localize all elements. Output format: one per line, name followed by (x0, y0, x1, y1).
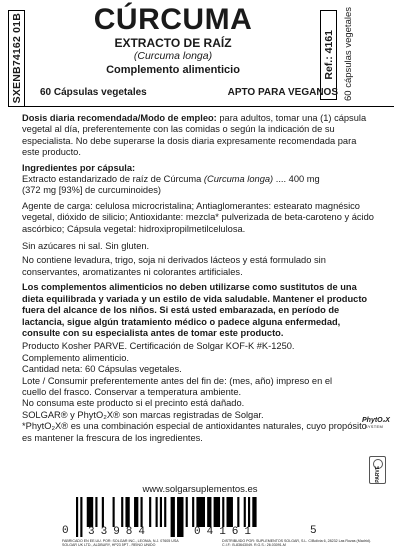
barcode-right-digits: 04161 (194, 526, 258, 538)
lot-text: Lote / Consumir preferentemente antes del fin de: (mes, año) impreso en el cuello del frasco. Conservar a temperatura ambiente. (22, 375, 333, 397)
extract-amount: .... 400 mg (273, 174, 320, 185)
net-content: Cantidad neta: 60 Cápsulas vegetales. (22, 364, 182, 375)
complement-note: Complemento alimenticio. (22, 352, 129, 363)
header-divider (14, 106, 394, 107)
barcode-bar (171, 497, 175, 537)
barcode-bar (196, 497, 205, 527)
vegan-label: APTO PARA VEGANOS (227, 87, 338, 98)
extract-detail: (372 mg [93%] de curcuminoides) (22, 185, 162, 196)
barcode-bar (95, 497, 97, 527)
product-category: Complemento alimenticio (106, 64, 240, 76)
barcode-first-digit: 0 (62, 525, 69, 537)
dosage-paragraph (22, 113, 374, 159)
barcode-bar (160, 497, 162, 527)
barcode-bar (102, 497, 104, 527)
barcode-bar (192, 497, 194, 527)
distributor-info: DISTRIBUIDO POR: SUPLEMENTOS SOLGAR, S.L. C/Bolivia 6, 28232 Las Rozas (Madrid). C.I.F.: B-83643049. R.G.S.: 26.03091-M (222, 539, 371, 548)
product-title: CÚRCUMA (93, 3, 253, 36)
barcode-bar (156, 497, 158, 527)
barcode-bar (252, 497, 256, 527)
dosage-text: para adultos, tomar una (1) cápsula vegetal al día, preferentemente con las comidas o según la indicación de su especialista. No debe superarse la dosis diaria expresamente recomendada para este producto. (22, 113, 367, 158)
barcode-bar (237, 497, 239, 527)
product-code: SXENB74162 01B (10, 13, 23, 104)
free-from-sugar: Sin azúcares ni sal. Sin gluten. (22, 241, 150, 252)
capsules-side-text: 60 cápsulas vegetales (342, 7, 354, 102)
barcode-bar (80, 497, 82, 537)
kosher-text: Producto Kosher PARVE. Certificación de Solgar KOF-K #K-1250. (22, 341, 295, 352)
label-body (22, 113, 374, 444)
phyto-note: *PhytO₂X® es una combinación especial de antioxidantes naturales, cuyo propósito es mantener la frescura de los ingredientes. (22, 421, 367, 443)
extract-name: Extracto estandarizado de raíz de Cúrcuma (22, 174, 204, 185)
barcode-bar (149, 497, 151, 527)
ref-number: Ref.: 4161 (322, 30, 335, 80)
barcode-bar (214, 497, 220, 527)
barcode-bar (186, 497, 188, 527)
ingredients-heading: Ingredientes por cápsula: (22, 162, 136, 173)
product-code-box (8, 10, 25, 107)
barcode-bar (87, 497, 93, 527)
parve-text: PARVE (374, 465, 381, 483)
trademark-text: SOLGAR® y PhytO₂X® son marcas registradas de Solgar. (22, 409, 264, 420)
barcode-bar (125, 497, 129, 527)
barcode-bar (121, 497, 123, 527)
barcode-bar (113, 497, 115, 527)
capsules-row (40, 87, 338, 98)
barcode-bar (164, 497, 166, 527)
website: www.solgarsuplementos.es (142, 484, 258, 495)
warning-text: Los complementos alimenticios no deben utilizarse como sustitutos de una dieta equilibrada y variada y un estilo de vida saludable. Mantener el producto fuera del alcance de los niños. Si está usted embarazada, en período de lactancia, sigue algún tratamiento médico o padece alguna enfermedad, consulte con su especialista antes de tomar este producto. (22, 282, 368, 338)
barcode-bar (177, 497, 183, 537)
barcode-left-digits: 33984 (88, 526, 152, 538)
phyto-logo-sub: SYSTEM (364, 424, 384, 429)
barcode-bar (248, 497, 250, 527)
barcode-bar (76, 497, 78, 537)
excipients: Agente de carga: celulosa microcristalina; Antiaglomerantes: estearato magnésico vegetal, dióxido de silicio; Antioxidante: mezcla* pulverizada de beta-caroteno y ácido ascórbico; Cápsula vegetal: hidroxipropilmetilcelulosa. (22, 200, 374, 234)
barcode-bar (222, 497, 224, 527)
ingredients-extract (22, 174, 374, 197)
barcode (62, 497, 322, 540)
barcode-bar (141, 497, 143, 527)
capsules-count: 60 Cápsulas vegetales (40, 87, 147, 98)
phyto-logo-text: PhytO₂X (362, 417, 390, 424)
barcode-bar (244, 497, 246, 527)
dosage-label: Dosis diaria recomendada/Modo de empleo: (22, 113, 217, 123)
label-header (28, 4, 318, 77)
barcode-bar (207, 497, 211, 527)
barcode-last-digit: 5 (310, 525, 317, 537)
seal-text: No consuma este producto si el precinto está dañado. (22, 398, 245, 409)
parve-logo (369, 456, 386, 484)
product-subtitle: EXTRACTO DE RAÍZ (114, 36, 232, 50)
latin-name: (Curcuma longa) (133, 50, 213, 62)
barcode-bar (227, 497, 233, 527)
phyto-logo (362, 417, 390, 429)
barcode-bar (134, 497, 138, 527)
free-from-yeast: No contiene levadura, trigo, soja ni derivados lácteos y está formulado sin conservantes, aromatizantes ni colorantes artificiales. (22, 255, 326, 277)
manufacturer-info: FABRICADO EN EE.UU. POR: SOLGAR INC., LEONIA, N.J. 07605 USA SOLGAR UK LTD., ALDBURY, HP23 5PT - REINO UNIDO (62, 539, 179, 548)
extract-latin: (Curcuma longa) (203, 174, 274, 185)
capsules-side (341, 7, 355, 102)
